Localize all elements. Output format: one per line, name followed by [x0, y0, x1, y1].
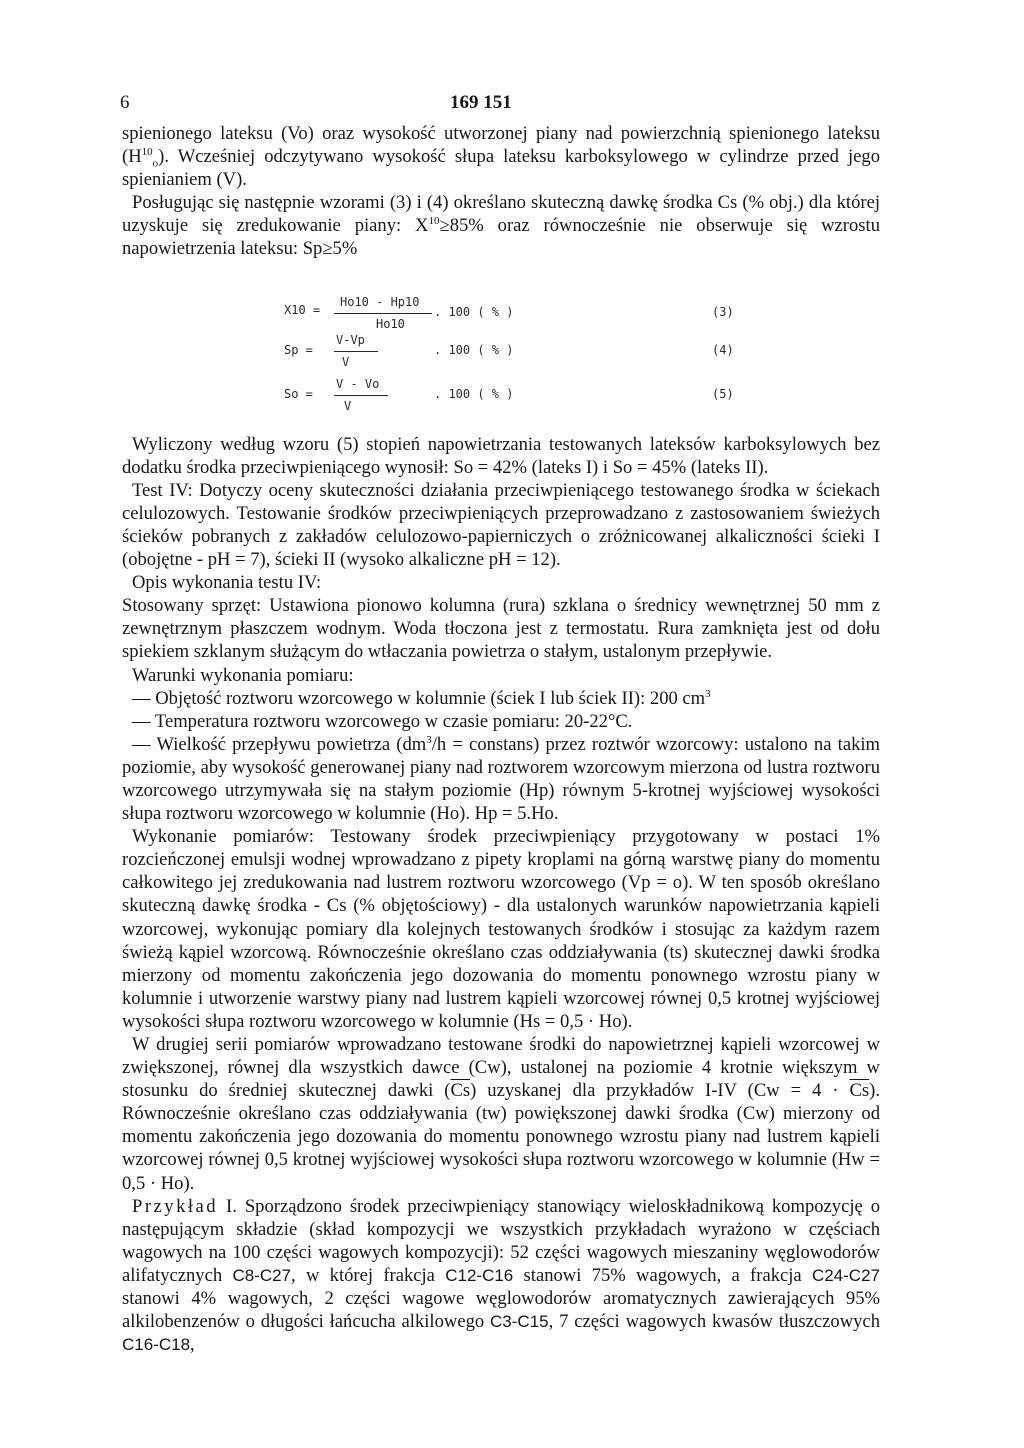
- paragraph-7: Warunki wykonania pomiaru:: [132, 664, 354, 686]
- paragraph-4: Test IV: Dotyczy oceny skuteczności działania przeciwpieniącego testowanego środka w ściekach celulozowych. Testowanie środków przeciwpieniących przeprowadzano z zastosowaniem świeżych ścieków pobranych z zakładów celulozowo-papierniczych o zróżnicowanej alkaliczności ścieki I (obojętne - pH = 7), ścieki II (wysoko alkaliczne pH = 12).: [122, 479, 880, 571]
- formula-3-multiplier: . 100 ( % ): [434, 304, 514, 319]
- formula-4-multiplier: . 100 ( % ): [434, 342, 514, 357]
- page-header: [122, 92, 880, 122]
- paragraph-5: Opis wykonania testu IV:: [132, 572, 322, 594]
- paragraph-example-1: Przykład I. Sporządzono środek przeciwpieniący stanowiący wieloskładnikową kompozycję o następującym składzie (skład kompozycji we wszystkich przykładach wyrażono w częściach wagowych na 100 części wagowych kompozycji): 52 części wagowych mieszaniny węglowodorów alifatycznych C8-C27, w której frakcja C12-C16 stanowi 75% wagowych, a frakcja C24-C27 stanowi 4% wagowych, 2 części wagowe węglowodorów aromatycznych zawierających 95% alkilobenzenów o długości łańcucha alkilowego C3-C15, 7 części wagowych kwasów tłuszczowych C16-C18,: [122, 1195, 880, 1356]
- formula-4-fraction-bar: [334, 351, 378, 352]
- paragraph-9: W drugiej serii pomiarów wprowadzano testowane środki do napowietrznej kąpieli wzorcowej w zwiększonej, równej dla wszystkich dawce (Cw), ustalonej na poziomie 4 krotnie większym w stosunku do średniej skutecznej dawki $(\overline{Cs})$ uzyskanej dla przykładów I-IV $(Cw = 4 \cdot \overline{Cs})$. Równocześnie określano czas oddziaływania (tw) powiększonej dawki środka (Cw) mierzony od momentu zakończenia jego dozowania do momentu ponownego wzrostu piany nad lustrem kąpieli wzorcowej równej 0,5 krotnej wyjściowej wysokości słupa roztworu wzorcowego w kolumnie (Hw = 0,5 · Ho).: [122, 1034, 880, 1194]
- paragraph-1: spienionego lateksu (Vo) oraz wysokość utworzonej piany nad powierzchnią spienionego lateksu $(H^{10}_o)$. Wcześniej odczytywano wysokość słupa lateksu karboksylowego w cylindrze przed jego spienianiem (V).: [122, 123, 880, 191]
- formula-3-numerator: Ho10 - Hp10: [340, 294, 420, 309]
- formula-4-numerator: V-Vp: [336, 332, 365, 347]
- formula-3-label: (3): [712, 304, 734, 319]
- formula-3-lhs: X10 =: [284, 302, 321, 317]
- formula-block: [122, 261, 880, 433]
- list-item-airflow: — Wielkość przepływu powietrza ($dm^3/h$ = constans) przez roztwór wzorcowy: ustalono na takim poziomie, aby wysokość generowanej piany nad roztworem wzorcowym mierzona od lustra roztworu wzorcowego utrzymywała się na stałym poziomie (Hp) równym 5-krotnej wyjściowej wysokości słupa roztworu wzorcowego w kolumnie (Ho). Hp = 5.Ho.: [122, 733, 881, 825]
- paragraph-2: Posługując się następnie wzorami (3) i (4) określano skuteczną dawkę środka Cs (% obj.) dla której uzyskuje się zredukowanie piany: $X^{10}\ge 85\%$ oraz równocześnie nie obserwuje się wzrostu napowietrzenia lateksu: Sp≥5%: [122, 192, 880, 260]
- patent-number: 169 151: [450, 92, 512, 113]
- list-item-temperature: — Temperatura roztworu wzorcowego w czasie pomiaru: 20-22°C.: [132, 710, 633, 732]
- list-item-volume: — Objętość roztworu wzorcowego w kolumnie (ściek I lub ściek II): 200 $cm^3$: [132, 687, 711, 709]
- formula-3-denominator: Ho10: [376, 316, 405, 331]
- formula-4-lhs: Sp =: [284, 342, 313, 357]
- formula-5-lhs: So =: [284, 386, 313, 401]
- formula-5-multiplier: . 100 ( % ): [434, 386, 514, 401]
- formula-3-fraction-bar: [334, 313, 432, 314]
- formula-5-denominator: V: [344, 398, 352, 413]
- formula-4-label: (4): [712, 342, 734, 357]
- formula-5-numerator: V - Vo: [336, 376, 380, 391]
- formula-5-label: (5): [712, 386, 734, 401]
- formula-5-fraction-bar: [334, 395, 388, 396]
- paragraph-8: Wykonanie pomiarów: Testowany środek przeciwpieniący przygotowany w postaci 1% rozcieńczonej emulsji wodnej wprowadzano z pipety kroplami na górną warstwę piany do momentu całkowitego jej zredukowania nad lustrem roztworu wzorcowego (Vp = o). W ten sposób określano skuteczną dawkę środka - Cs (% objętościowy) - dla ustalonych warunków napowietrzania kąpieli wzorcowej, wykonując pomiary dla kolejnych testowanych środków i stosując za każdym razem świeżą kąpiel wzorcową. Równocześnie określano czas oddziaływania (ts) skutecznej dawki środka mierzony od momentu zakończenia jego dozowania do momentu ponownego wzrostu piany w kolumnie i utworzenie warstwy piany nad lustrem kąpieli wzorcowej równej 0,5 krotnej wyjściowej wysokości słupa roztworu wzorcowego w kolumnie (Hs = 0,5 · Ho).: [122, 826, 880, 1032]
- document-page: [122, 92, 880, 1356]
- formula-4-denominator: V: [342, 354, 350, 369]
- paragraph-6: Stosowany sprzęt: Ustawiona pionowo kolumna (rura) szklana o średnicy wewnętrznej 50 mm z zewnętrznym płaszczem wodnym. Woda tłoczona jest z termostatu. Rura zamknięta jest od dołu spiekiem szklanym służącym do wtłaczania powietrza o stałym, ustalonym przepływie.: [122, 595, 880, 663]
- page-number: 6: [120, 92, 130, 113]
- paragraph-3: Wyliczony według wzoru (5) stopień napowietrzania testowanych lateksów karboksylowych bez dodatku środka przeciwpieniącego wynosił: So = 42% (lateks I) i So = 45% (lateks II).: [122, 433, 880, 478]
